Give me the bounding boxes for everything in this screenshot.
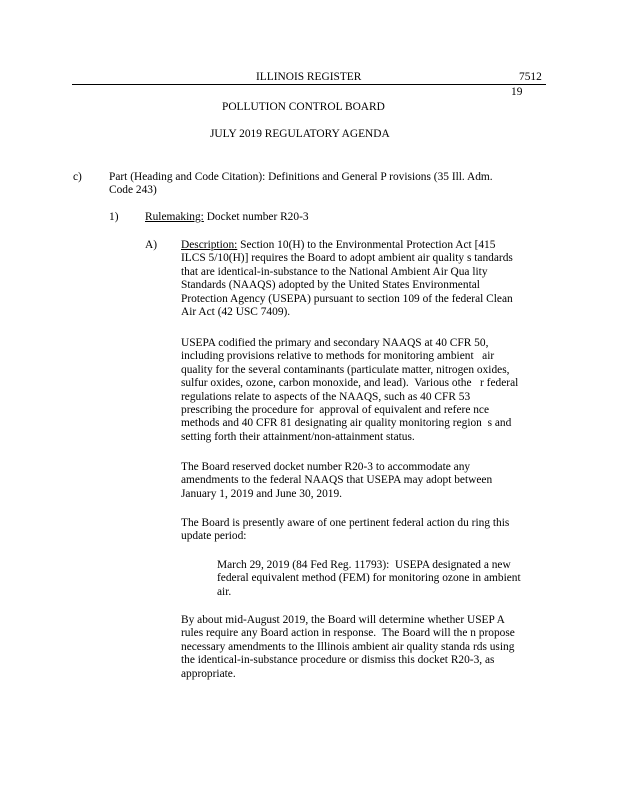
agenda-title: JULY 2019 REGULATORY AGENDA: [210, 128, 390, 140]
federal-action-paragraph: [181, 517, 551, 544]
docket-reserved-paragraph: [181, 461, 551, 501]
paragraph-line: air.: [217, 585, 232, 598]
rulemaking-label: Rulemaking:: [145, 211, 204, 223]
header-rule: [72, 84, 546, 85]
agency-title: POLLUTION CONTROL BOARD: [222, 101, 385, 113]
description-paragraph: [181, 239, 551, 319]
paragraph-line: By about mid-August 2019, the Board will determine whether USEP A: [181, 614, 505, 626]
board-determination-paragraph: [181, 614, 551, 681]
paragraph-line: including provisions relative to methods for monitoring ambient air: [181, 350, 495, 363]
paragraph-line: prescribing the procedure for approval of equivalent and refere nce: [181, 404, 490, 417]
description-line: that are identical-in-substance to the National Ambient Air Qua lity: [181, 265, 488, 278]
item-1-rulemaking: [145, 211, 309, 223]
section-c-line: Code 243): [109, 184, 157, 197]
register-title: ILLINOIS REGISTER: [256, 71, 362, 83]
description-label: Description:: [181, 239, 238, 251]
paragraph-line: methods and 40 CFR 81 designating air quality monitoring region s and: [181, 417, 512, 430]
usepa-codified-paragraph: [181, 337, 551, 444]
paragraph-line: March 29, 2019 (84 Fed Reg. 11793): USEPA designated a new: [217, 559, 511, 571]
paragraph-line: quality for the several contaminants (particulate matter, nitrogen oxides,: [181, 363, 510, 376]
section-c-marker: c): [73, 171, 82, 183]
paragraph-line: The Board is presently aware of one pertinent federal action du ring this: [181, 517, 510, 529]
issue-number: 19: [511, 86, 523, 98]
item-1-marker: 1): [109, 211, 119, 223]
paragraph-line: rules require any Board action in response. The Board will the n propose: [181, 627, 515, 640]
fem-designation-paragraph: [217, 559, 547, 599]
paragraph-line: amendments to the federal NAAQS that USEPA may adopt between: [181, 474, 493, 487]
description-line: [181, 239, 551, 252]
paragraph-line: January 1, 2019 and June 30, 2019.: [181, 487, 343, 500]
item-a-marker: A): [145, 239, 158, 251]
page-number: 7512: [519, 71, 542, 83]
paragraph-line: regulations relate to aspects of the NAAQS, such as 40 CFR 53: [181, 390, 471, 403]
paragraph-line: The Board reserved docket number R20-3 to accommodate any: [181, 461, 471, 473]
section-c-line: Part (Heading and Code Citation): Definitions and General P rovisions (35 Ill. Adm.: [109, 171, 493, 183]
paragraph-line: necessary amendments to the Illinois ambient air quality standa rds using: [181, 640, 515, 653]
docket-number-text: Docket number R20-3: [203, 211, 309, 223]
paragraph-line: appropriate.: [181, 667, 236, 680]
section-c-heading: [109, 171, 549, 198]
description-line: Protection Agency (USEPA) pursuant to section 109 of the federal Clean: [181, 292, 513, 305]
description-line: ILCS 5/10(H)] requires the Board to adopt ambient air quality s tandards: [181, 252, 513, 265]
description-line: Air Act (42 USC 7409).: [181, 306, 291, 319]
paragraph-line: USEPA codified the primary and secondary NAAQS at 40 CFR 50,: [181, 337, 489, 349]
description-line: Standards (NAAQS) adopted by the United States Environmental: [181, 279, 480, 292]
paragraph-line: update period:: [181, 530, 247, 543]
paragraph-line: sulfur oxides, ozone, carbon monoxide, and lead). Various othe r federal: [181, 377, 519, 390]
paragraph-line: setting forth their attainment/non-attainment status.: [181, 430, 415, 443]
paragraph-line: the identical-in-substance procedure or dismiss this docket R20-3, as: [181, 654, 495, 667]
description-first-line: Section 10(H) to the Environmental Protection Act [415: [237, 239, 496, 251]
paragraph-line: federal equivalent method (FEM) for monitoring ozone in ambient: [217, 572, 521, 585]
